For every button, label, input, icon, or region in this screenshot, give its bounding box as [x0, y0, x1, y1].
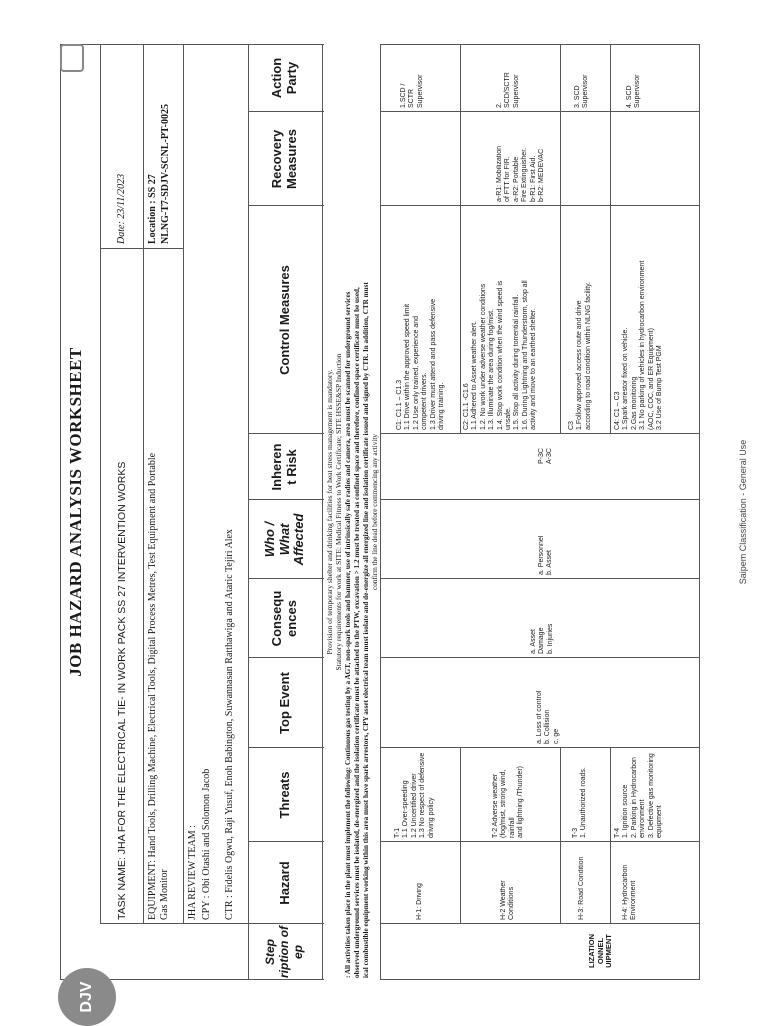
- location-field: Location : SS 27: [147, 174, 158, 244]
- table-row-2-action: 2. SCD/SCTR Supervisor: [496, 72, 520, 108]
- date-field: Date: 23/11/2023: [116, 173, 127, 244]
- consequences-list: a. Asset Damage b. Injuries: [530, 623, 554, 654]
- note-heat-stress: Provision of temporary shelter and drinking facilities for heat stress management is mandatory.: [325, 369, 334, 655]
- table-row-2-recovery: a-R1: Mobilization of FTT for FIR. a-R2: Portable Fire Extinguisher. b-R1: First Aid. b-R2: MEDEVAC: [496, 145, 545, 202]
- logo-text: DJV: [78, 981, 95, 1013]
- note-statutory: Statutory requirements for work at SITE: Medical Fitness to Work Certificate; SITE HSSE&SP Induction: [334, 353, 343, 671]
- review-team-cpy: CPY : Obi Otashi and Solomon Jacob: [201, 768, 212, 920]
- table-row-3-threats: T-3 1. Unauthorized roads.: [572, 767, 588, 838]
- inherent-risk-value: P-3C A-3C: [538, 448, 554, 464]
- note-confirm: confirm the line dead before commencing any activity: [371, 434, 379, 590]
- header-action-party: Action Party: [269, 57, 299, 99]
- table-row-1-action: 1.SCD / SCTR Supervisor: [400, 74, 424, 108]
- note-underground: observed underground services must be isolated, de-energized and the isolation certificate must be attached to the PTW, excavation > 1.2 must be treated as confined space and therefore, confined space certificate must be used,: [353, 287, 361, 978]
- table-row-2-hazard: H-2 Weather Conditions: [500, 880, 516, 920]
- who-affected-list: a. Personnel b. Asset: [538, 535, 554, 575]
- table-row-4-hazard: H-4: Hydrocarbon Environment: [622, 864, 638, 920]
- table-row-4-control: C4: C1 – C3 1.Spark arrestor fixed on vehicle. 2.Gas monitoring 3.1 No parking of vehicles in hydrocarbon environment (AOC, COC, and ER Equipment) 3.2 Use of Bump Test PGM: [614, 260, 663, 430]
- review-team-ctr: CTR : Fidelis Ogwu, Raji Yusuf, Enoh Babington, Suwannasan Ratthawiga and Ataric Tejiri Alex: [224, 529, 235, 920]
- header-step: Step ription of ep: [263, 926, 305, 978]
- header-threats: Threats: [276, 771, 292, 819]
- table-row-2-threats: T-2 Adverse weather (fog/mist, strong wind, rainfall and lightning /Thunder): [492, 766, 525, 838]
- table-row-4-action: 4. SCD Supervisor: [626, 74, 642, 108]
- table-row-1-threats: T-1 1.1 Over-speeding 1.2 Uncertified driver 1.3 No respect of defensive driving policy: [394, 752, 435, 838]
- step-label: LIZATION ONNEL UIPMENT: [587, 933, 614, 969]
- note-electrical: ical combustible equipment working within this area must have spark arrestors, CPY asset electrical team must isolate and de-energize all energized line and isolation certificate issued and signed by CTR. In addition, CTR must: [362, 282, 370, 978]
- table-row-1-hazard: H-1: Driving: [416, 883, 423, 920]
- header-inherent-risk: Inheren t Risk: [269, 443, 299, 491]
- footer-classification: Saipem Classification - General Use: [738, 439, 748, 585]
- equipment-list: EQUIPMENT: Hand Tools, Drilling Machine, Electrical Tools, Digital Process Metres, Test Equipment and Portable Gas Monitor: [147, 452, 170, 920]
- header-control-measures: Control Measures: [276, 265, 292, 375]
- page-title: JOB HAZARD ANALYSIS WORKSHEET: [66, 347, 85, 677]
- header-hazard: Hazard: [276, 861, 292, 905]
- review-team-label: JHA REVIEW TEAM :: [187, 825, 198, 920]
- header-consequences: Consequ ences: [269, 590, 299, 647]
- note-plant-rules: : All activities taken place in the plant must implement the following: Continuous gas testing by a AGT, non-spark tools and hammer, use of intrinsically safe radios and camera, area must be scanned for underground services: [344, 291, 352, 978]
- table-row-3-hazard: H-3: Road Condition: [578, 856, 585, 920]
- document-number: NLNG-T7-SDJV-SCNL-PT-0025: [160, 103, 171, 244]
- table-row-2-control: C2: C1.1 -C1.6 1.1 Adhered to Asset weather alert. 1.2. No work under adverse weather conditions 1.3. Illuminate the area during fog/mist. 1.4. Stop work condition when the wind speed is unsafe. 1.5. Stop all activity during torrential rainfall. 1.6. During Lightning and Thunderstorm, stop all activity and move to an earthed shelter.: [463, 280, 538, 430]
- top-event-list: a. Loss of control b. Collision c. ge: [536, 690, 560, 744]
- table-row-3-control: C3 1.Follow approved access route and drive according to road condition within NLNG facility.: [568, 281, 592, 430]
- task-name: TASK NAME: JHA FOR THE ELECTRICAL TIE- IN WORK PACK SS 27 INTERVENTION WORKS: [116, 461, 128, 920]
- table-row-1-control: C1: C1.1 – C1.3 1.1 Drive within the approved speed limit 1.2 Use only trained, experience and competent drivers. 1.3 Driver must attend and pass defensive driving training.: [396, 298, 445, 430]
- header-recovery-measures: Recovery Measures: [269, 129, 299, 189]
- table-row-3-action: 3. SCD Supervisor: [574, 74, 590, 108]
- table-row-4-threats: T-4 1. Ignition source 2. Parking in Hydrocarbon environment 3. Defective gas monitoring equipment: [614, 753, 663, 838]
- header-who-affected: Who / What Affected: [261, 513, 307, 566]
- header-top-event: Top Event: [276, 672, 292, 734]
